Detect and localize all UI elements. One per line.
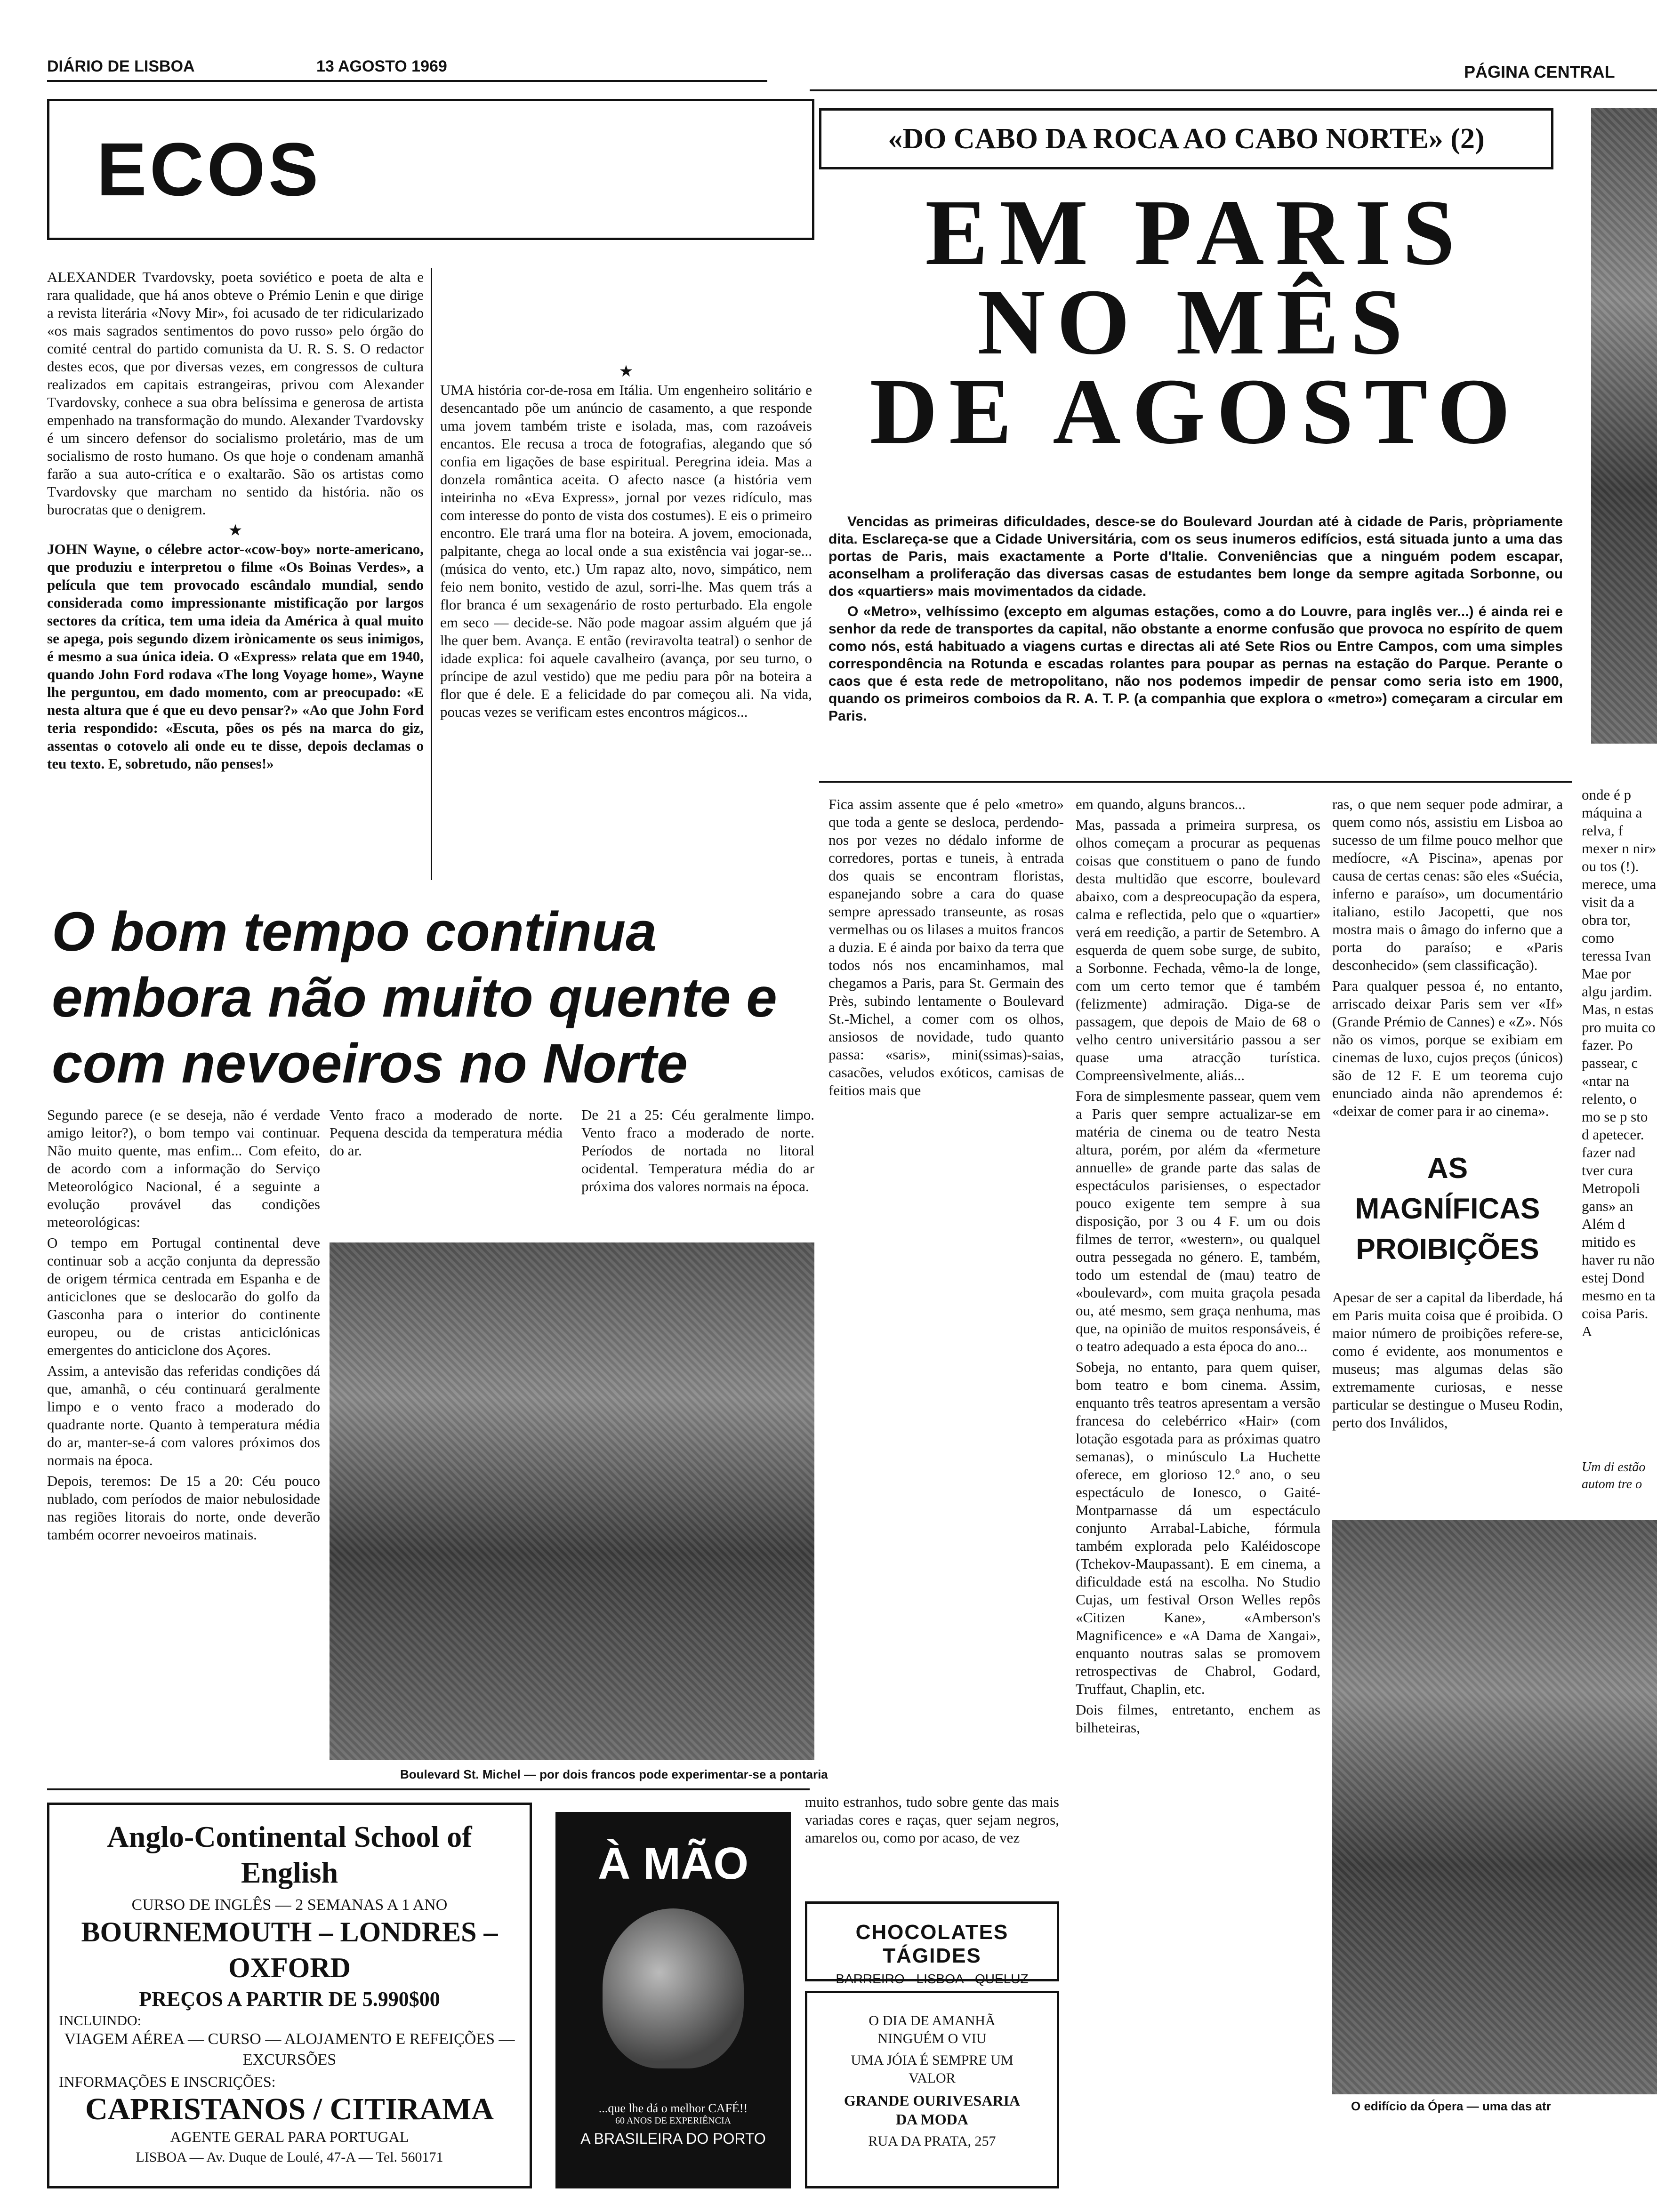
- paris-lead: [828, 513, 1563, 777]
- ecos-title: ECOS: [97, 127, 322, 211]
- ecos-item-wayne: JOHN Wayne, o célebre actor-«cow-boy» norte-americano, que produziu e interpretou o filme «Os Boinas Verdes», a película que tem provocado escândalo mundial, sendo considerada como impressionante mistificação por largos sectores da crítica, tem uma ideia da América à qual muito se apega, pois segundo dizem irònicamente os seus inimigos, é mesmo a sua única ideia. O «Express» relata que em 1940, quando John Ford rodava «The long Voyage home», Wayne lhe perguntou, em dado momento, com ar preocupado: «E nesta altura que é que eu devo pensar?» «Ao que John Ford teria respondido: «Escuta, pões os pés na marca do giz, assentas o cotovelo ali onde eu te disse, depois declamas o teu texto. E, sobretudo, não penses!»: [47, 541, 424, 772]
- ad-jewel-l2: UMA JÓIA É SEMPRE UM VALOR: [851, 2052, 1014, 2086]
- paris-col3-b: Para qualquer pessoa é, no entanto, arriscado deixar Paris sem ver «If» (Grande Prémio de Cannes) e «Z». Nós não os vimos, porque se exibiam em cinemas de luxo, cujos preços (únicos) são de 12 F. E um teorema cujo enunciado ainda não aprendemos é: «deixar de comer para ir ao cinema».: [1332, 978, 1563, 1119]
- ad-anglo-l2: BOURNEMOUTH – LONDRES – OXFORD: [81, 1916, 498, 1983]
- photo-boulevard-st-michel: [330, 1242, 814, 1760]
- paris-kicker-box: [819, 108, 1553, 169]
- ecos-col-divider: [431, 268, 432, 880]
- ad-chocolates-tagides: [805, 1901, 1059, 1986]
- ad-choc-l1: BARREIRO · LISBOA · QUELUZ: [836, 1972, 1029, 1986]
- ad-anglo-l8: AGENTE GERAL PARA PORTUGAL: [170, 2128, 409, 2145]
- paris-col2-e: Dois filmes, entretanto, enchem as bilheteiras,: [1076, 1701, 1320, 1736]
- paris-col3-a: ras, o que nem sequer pode admirar, a quem como nós, assistiu em Lisboa ao sucesso de um filme pouco melhor que medíocre, «A Piscina», apenas por causa de certas cenas: são eles «Suécia, inferno e paraíso», um documentário italiano, estilo Jacopetti, que nos mostra mais o âmago do inferno que a porta do paraíso; e «Paris desconhecido» (sem classificação).: [1332, 796, 1563, 973]
- ecos-box: [47, 99, 814, 240]
- ad-anglo-l1: CURSO DE INGLÊS — 2 SEMANAS A 1 ANO: [131, 1896, 448, 1914]
- paris-col-2: [1076, 795, 1320, 2188]
- photo-boulevard-caption: Boulevard St. Michel — por dois francos pode experimentar-se a pontaria: [400, 1767, 828, 1781]
- weather-p5: Vento fraco a moderado de norte. Pequena descida da temperatura média do ar.: [330, 1106, 563, 1159]
- ad-jewel-l1: O DIA DE AMANHÃ NINGUÉM O VIU: [869, 2013, 996, 2046]
- paris-col2-b: Mas, passada a primeira surpresa, os olhos começam a procurar as pequenas coisas que constituem o pano de fundo desta multidão que escorre, boulevard abaixo, com a despreocupação da espera, calma e reflectida, pelo que o «quartier» verá em reedição, a partir de Setembro. A esquerda de quem sobe surge, de subito, a Sorbonne. Fechada, vêmo-la de longe, com um certo temor que é também (felizmente) admiração. Diga-se de passagem, que depois de Maio de 68 o velho centro universitário passou a ser quase uma atracção turística. Compreensìvelmente, aliás...: [1076, 817, 1320, 1083]
- ad-ourivesaria: [805, 1991, 1059, 2188]
- paris-col2-c: Fora de simplesmente passear, quem vem a Paris quer sempre actualizar-se em matéria de cinema ou de teatro Nesta altura, porém, por além da «fermeture annuelle» de grande parte das salas de espectáculos parisienses, o espectador pouco exigente tem sempre à sua disposição, por 3 ou 4 F. um ou dois filmes de terror, «western», ou qualquel outra pessegada no género. E, também, todo um estendal de (mau) teatro de «boulevard», com muita graçola pesada ou, até mesmo, sem graça nenhuma, mas que, na opinião de muitos responsáveis, é o teatro adequado a esta época do ano...: [1076, 1088, 1320, 1354]
- ad-jewel-l3: GRANDE OURIVESARIA DA MODA: [844, 2092, 1021, 2128]
- weather-headline: O bom tempo continua embora não muito quente e com nevoeiros no Norte: [52, 901, 777, 1095]
- ad-a-mao: [555, 1812, 791, 2188]
- paris-headline: [828, 181, 1563, 464]
- paris-col-3: [1332, 795, 1563, 1501]
- paris-headline-l1: EM PARIS: [925, 181, 1466, 285]
- ad-anglo-l7: CAPRISTANOS / CITIRAMA: [85, 2092, 494, 2126]
- ad-a-mao-l3: A BRASILEIRA DO PORTO: [580, 2130, 766, 2147]
- weather-p3: Assim, a antevisão das referidas condições dá que, amanhã, o céu continuará geralmente limpo e o vento fraco a moderado do quadrante norte. Quanto à temperatura média do ar, manter-se-á com valores próximos dos normais na época.: [47, 1362, 320, 1468]
- weather-col-2: [330, 1106, 814, 1233]
- ad-a-mao-l2: 60 ANOS DE EXPERIÊNCIA: [615, 2116, 732, 2126]
- ad-a-mao-l1: ...que lhe dá o melhor CAFÉ!!: [598, 2101, 748, 2115]
- ecos-star-1: ★: [228, 522, 243, 539]
- ad-jewel-l4: RUA DA PRATA, 257: [868, 2133, 996, 2149]
- ad-anglo-continental: [47, 1803, 532, 2188]
- paris-col2-a: em quando, alguns brancos...: [1076, 796, 1246, 812]
- ecos-col-right: [440, 268, 812, 880]
- header-rule-right: [810, 89, 1657, 91]
- paris-lead-p2: O «Metro», velhíssimo (excepto em algumas estações, como a do Louvre, para inglês ver...) é ainda rei e senhor da rede de transportes da capital, não obstante a enorme confusão que provoca no espírito de quem como nós, está habituado a viagens curtas e directas ali até Sete Rios ou Entre Campos, com uma simples correspondência na Rotunda e escadas rolantes para poupar as pernas na estação do Parque. Perante o caos que é esta rede de metropolitano, não nos podemos impedir de pensar como seria isto em 1900, quando os primeiros comboios da R. A. T. P. (a companhia que explora o «metro») começaram a circular em Paris.: [828, 604, 1563, 724]
- paris-edge-text: onde é p máquina a relva, f mexer n nir» ou tos (!). merece, uma visit da a obra tor, como teressa Ivan Mae por algu jardim. Mas, n estas pro muita co fazer. Po passear, c «ntar na relento, o mo se p sto d apetecer. fazer nad tver cura Metropoli gans» an Além d mitido es haver ru não estej Dond mesmo en ta coisa Paris. A: [1582, 786, 1657, 1339]
- ecos-item-tvardovsky: ALEXANDER Tvardovsky, poeta soviético e poeta de alta e rara qualidade, que há anos obteve o Prémio Lenin e que dirige a revista literária «Novy Mir», foi acusado de ter ridicularizado «os mais sagrados sentimentos do povo russo» pelo órgão do comité central do partido comunista da U. R. S. S. O redactor destes ecos, que por diversas vezes, em congressos de cultura realizados em capitais estrangeiras, privou com Alexander Tvardovsky, conhece a sua obra belíssima e generosa de artista empenhado na transformação do mundo. Alexander Tvardovsky é um sincero defensor do socialismo proletário, mas de um socialismo de rosto humano. Os que hoje o condenam amanhã farão a sua auto-crítica e o exaltarão. São os artistas como Tvardovsky que marcham no sentido da história. não os burocratas que o denigrem.: [47, 269, 424, 518]
- paris-col2-d: Sobeja, no entanto, para quem quiser, bom teatro e bom cinema. Assim, enquanto três teatros apresentam a versão francesa do celebérrico «Hair» (com lotação esgotada para as próximas quatro semanas), o minúsculo La Huchette oferece, em glorioso 12.º ano, o seu espectáculo de Ionesco, o Gaité-Montparnasse dá um espectáculo conjunto Arrabal-Labiche, fórmula também explorada pelo Kaléidoscope (Tchekov-Maupassant). E em cinema, a dificuldade está na escolha. No Studio Cujas, um festival Orson Welles repôs «Citizen Kane», «Amberson's Magnificence» e «A Dama de Xangai», enquanto noutras salas se promovem retrospectivas de Chabrol, Godard, Truffaut, Chaplin, etc.: [1076, 1359, 1320, 1697]
- ecos-item-italia: UMA história cor-de-rosa em Itália. Um engenheiro solitário e desencantado põe um anúncio de casamento, a que responde uma jovem também triste e isolada, mas, com razoáveis encantos. Ele recusa a troca de fotografias, alegando que só confia em ligações de base espiritual. Peregrina ideia. Mas a donzela romântica aceita. O afecto nasce (a história vem inteirinha no «Eva Express», jornal por vezes ridículo, mas com interesse do ponto de vista dos costumes). E eis o primeiro encontro. Ele trará uma flor na boteira. A jovem, emocionada, palpitante, chega ao local onde a sua existência vai jogar-se... (música do vento, etc.) Um rapaz alto, novo, simpático, nem feio nem bonito, vestido de azul, sorri-lhe. Mas quem trás a flor branca é um sexagenário de rosto perturbado. Ela engole em seco — decide-se. Não pode magoar assim alguém que já lhe quer bem. Avança. E então (reviravolta teatral) o senhor de idade explica: foi aquele cavalheiro (avança, por seu turno, o príncipe de azul vestido) que me pediu para pôr na boteira a flor que é dele. E a felicidade do par começou ali. Na vida, poucas vezes se verificam estes encontros mágicos...: [440, 382, 812, 720]
- ad-a-mao-title: À MÃO: [598, 1838, 748, 1889]
- ads-top-rule: [47, 1788, 810, 1790]
- masthead-section: PÁGINA CENTRAL: [1464, 62, 1615, 81]
- ad-anglo-l9: LISBOA — Av. Duque de Loulé, 47-A — Tel. 560171: [136, 2149, 443, 2165]
- photo-right-edge: [1591, 108, 1657, 744]
- paris-edge-italic: Um di estão autom tre o: [1582, 1460, 1646, 1491]
- paris-subhead: AS MAGNÍFICAS PROIBIÇÕES: [1355, 1152, 1540, 1266]
- ad-anglo-l3: PREÇOS A PARTIR DE 5.990$00: [139, 1988, 440, 2011]
- ad-anglo-l4: INCLUINDO:: [59, 2013, 141, 2028]
- paris-lead-p1: Vencidas as primeiras dificuldades, desce-se do Boulevard Jourdan até à cidade de Paris, pròpriamente dita. Esclareça-se que a Cidade Universitária, com os seus inumeros edifícios, está situada junto a uma das portas de Paris, mais exactamente a Porte d'Italie. Conveniências que a ninguém podem escapar, aconselham a proliferação das diversas casas de estudantes bem longe da sempre agitada Sorbonne, ou dos «quartiers» mais movimentados da cidade.: [828, 514, 1563, 599]
- paris-kicker: «DO CABO DA ROCA AO CABO NORTE» (2): [888, 123, 1485, 155]
- paris-col3-c: Apesar de ser a capital da liberdade, há em Paris muita coisa que é proibida. O maior número de proibições refere-se, como é evidente, aos monumentos e museus; mas algumas delas são extremamente curiosas, e nesse particular se destingue o Museu Rodin, perto dos Inválidos,: [1332, 1289, 1563, 1431]
- paris-col-1: Fica assim assente que é pelo «metro» que toda a gente se desloca, perdendo-nos por vezes no dédalo informe de corredores, portas e tuneis, à entrada dos quais se encontram floristas, espanejando sobre a cara do quase sempre apressado transeunte, as rosas vermelhas ou os lilases a muitos francos a duzia. E é ainda por baixo da terra que todos nós nos encaminhamos, mal chegamos a Paris, para St. Germain des Près, subindo lentamente o Boulevard St.-Michel, a comer com os olhos, ansiosos de novidade, tudo quanto passa: «saris», mini(ssimas)-saias, casacões, veludos exóticos, camisas de feitios mais que: [828, 796, 1064, 1098]
- ad-anglo-l6: INFORMAÇÕES E INSCRIÇÕES:: [59, 2073, 276, 2090]
- masthead-paper: DIÁRIO DE LISBOA: [47, 57, 195, 75]
- ad-choc-title: CHOCOLATES TÁGIDES: [855, 1921, 1009, 1967]
- photo-opera: [1332, 1520, 1657, 2094]
- weather-p6: De 21 a 25: Céu geralmente limpo. Vento fraco a moderado de norte. Períodos de nortada no litoral ocidental. Temperatura média do ar próxima dos valores normais na época.: [581, 1106, 814, 1194]
- weather-p4: Depois, teremos: De 15 a 20: Céu pouco nublado, com períodos de maior nebulosidade nas regiões litorais do norte, onde deverão também ocorrer nevoeiros matinais.: [47, 1473, 320, 1543]
- photo-opera-caption: O edifício da Ópera — uma das atr: [1351, 2099, 1551, 2113]
- weather-p2: O tempo em Portugal continental deve continuar sob a acção conjunta da depressão de origem térmica centrada em Espanha e de anticiclones que se deslocarão do golfo da Gasconha para o interior do continente europeu, ou de cristas anticiclónicas emergentes do anticiclone dos Açores.: [47, 1234, 320, 1358]
- ecos-star-2: ★: [619, 363, 634, 380]
- paris-strangers-text: muito estranhos, tudo sobre gente das mais variadas cores e raças, quer sejam negros, amarelos ou, como por acaso, de vez: [805, 1794, 1059, 1846]
- paris-headline-l3: DE AGOSTO: [869, 360, 1522, 464]
- ad-anglo-l5: VIAGEM AÉREA — CURSO — ALOJAMENTO E REFEIÇÕES — EXCURSÕES: [64, 2030, 515, 2068]
- header-rule: [47, 80, 767, 82]
- coffee-hand-icon: [603, 1908, 744, 2068]
- ad-anglo-title: Anglo-Continental School of English: [107, 1820, 472, 1889]
- masthead-date: 13 AGOSTO 1969: [316, 57, 447, 75]
- weather-col-1: [47, 1106, 320, 1765]
- paris-lead-rule: [819, 781, 1572, 783]
- paris-headline-l2: NO MÊS: [977, 270, 1414, 374]
- weather-p1: Segundo parece (e se deseja, não é verdade amigo leitor?), o bom tempo vai continuar. Não muito quente, mas enfim... Com efeito, de acordo com a informação do Serviço Meteorológico Nacional, é a seguinte a evolução provável das condições meteorológicas:: [47, 1106, 320, 1230]
- ecos-col-left: [47, 268, 424, 880]
